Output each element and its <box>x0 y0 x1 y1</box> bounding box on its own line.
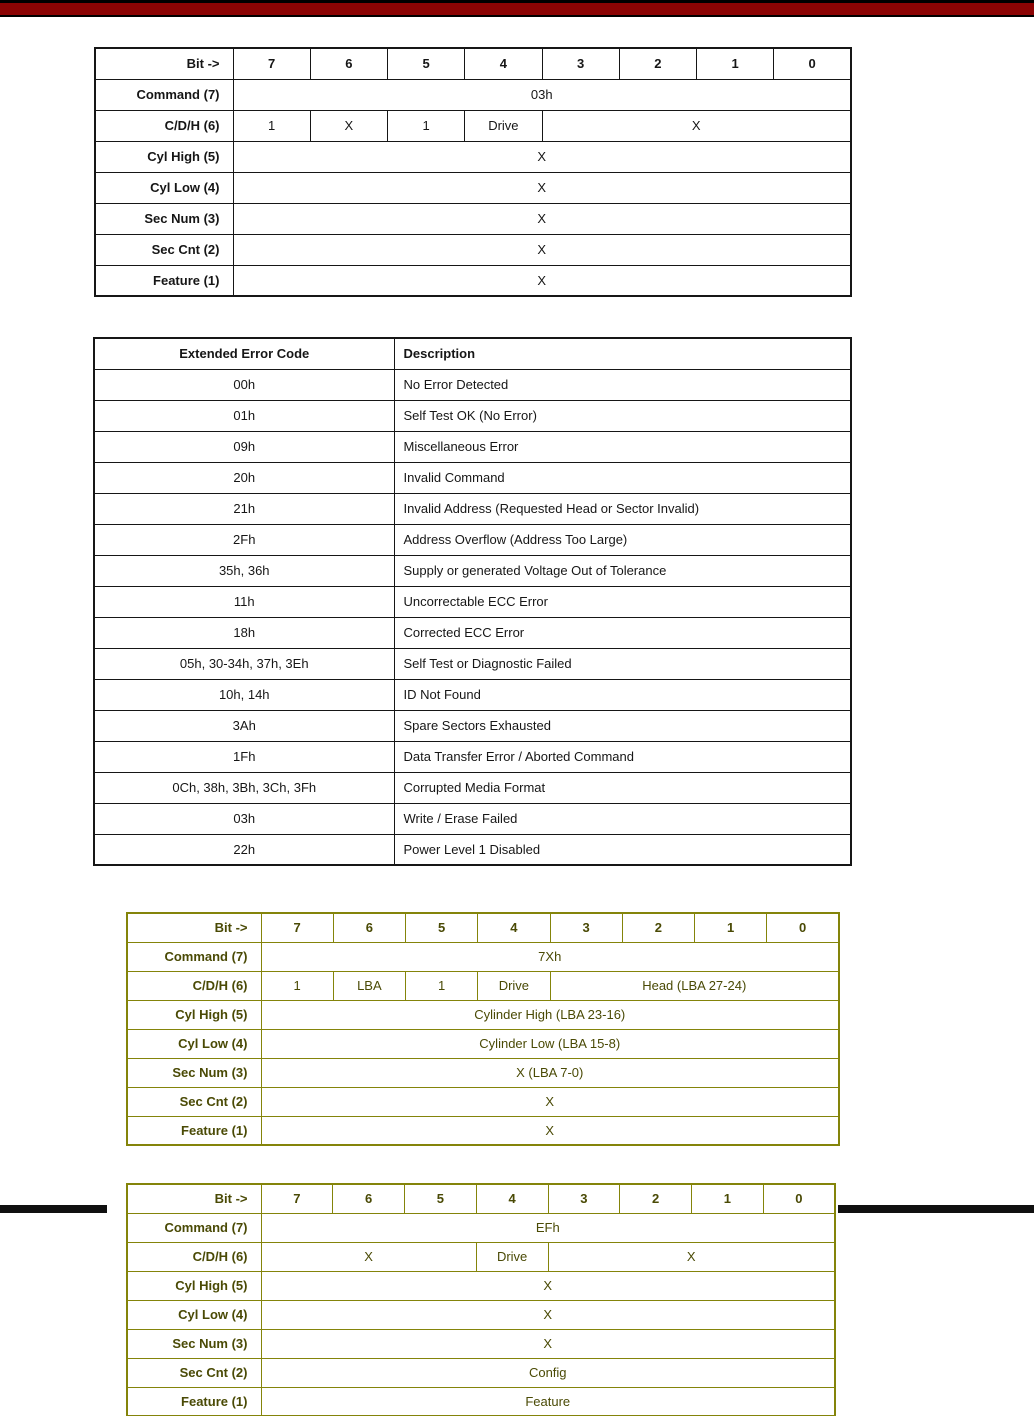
register-row <box>127 1087 839 1116</box>
error-description: Corrupted Media Format <box>394 772 851 803</box>
bit-number: 3 <box>548 1184 620 1213</box>
register-name: Sec Num (3) <box>127 1329 261 1358</box>
bit-number: 4 <box>476 1184 548 1213</box>
register-value: X <box>261 1242 476 1271</box>
error-code-value: 10h, 14h <box>94 679 394 710</box>
register-row <box>95 141 851 172</box>
register-value: X <box>233 172 851 203</box>
register-value: 7Xh <box>261 942 839 971</box>
bit-number: 1 <box>695 913 767 942</box>
register-value: 1 <box>406 971 478 1000</box>
error-code-value: 1Fh <box>94 741 394 772</box>
register-value: X <box>261 1329 835 1358</box>
error-code-row <box>94 834 851 865</box>
register-name: C/D/H (6) <box>127 1242 261 1271</box>
register-value: X <box>233 203 851 234</box>
register-name: Cyl High (5) <box>95 141 233 172</box>
error-code-row <box>94 803 851 834</box>
register-name: Command (7) <box>127 942 261 971</box>
error-code-value: 09h <box>94 431 394 462</box>
register-value: 1 <box>388 110 465 141</box>
error-description: No Error Detected <box>394 369 851 400</box>
error-code-value: 2Fh <box>94 524 394 555</box>
register-value: LBA <box>333 971 405 1000</box>
register-row <box>127 1329 835 1358</box>
bit-number: 3 <box>550 913 622 942</box>
register-value: X <box>233 141 851 172</box>
error-code-row <box>94 648 851 679</box>
register-row <box>95 265 851 296</box>
register-row <box>127 1300 835 1329</box>
register-name: Feature (1) <box>127 1116 261 1145</box>
bit-number: 2 <box>619 48 696 79</box>
register-value: X <box>261 1271 835 1300</box>
error-description: Invalid Address (Requested Head or Sector Invalid) <box>394 493 851 524</box>
bit-number: 5 <box>388 48 465 79</box>
error-description: Self Test OK (No Error) <box>394 400 851 431</box>
register-name: C/D/H (6) <box>95 110 233 141</box>
error-code-row <box>94 710 851 741</box>
error-code-value: 0Ch, 38h, 3Bh, 3Ch, 3Fh <box>94 772 394 803</box>
error-code-row <box>94 493 851 524</box>
register-value: X <box>261 1087 839 1116</box>
register-value: X (LBA 7-0) <box>261 1058 839 1087</box>
bit-header-row <box>95 48 851 79</box>
register-value: Drive <box>476 1242 548 1271</box>
error-description: Write / Erase Failed <box>394 803 851 834</box>
error-code-row <box>94 741 851 772</box>
command-register-table-7xh <box>126 912 840 1146</box>
register-name: Command (7) <box>127 1213 261 1242</box>
error-code-value: 3Ah <box>94 710 394 741</box>
register-name: Feature (1) <box>95 265 233 296</box>
bit-number: 5 <box>405 1184 477 1213</box>
register-name: Cyl Low (4) <box>127 1300 261 1329</box>
error-code-row <box>94 524 851 555</box>
register-row <box>95 79 851 110</box>
bit-header-label: Bit -> <box>127 913 261 942</box>
error-code-row <box>94 772 851 803</box>
register-row <box>127 1242 835 1271</box>
bit-number: 6 <box>333 913 405 942</box>
bit-number: 2 <box>622 913 694 942</box>
error-code-value: 01h <box>94 400 394 431</box>
register-row <box>127 1000 839 1029</box>
error-code-value: 11h <box>94 586 394 617</box>
register-name: Command (7) <box>95 79 233 110</box>
register-value: 1 <box>261 971 333 1000</box>
error-code-row <box>94 555 851 586</box>
error-description: Uncorrectable ECC Error <box>394 586 851 617</box>
register-row <box>127 1116 839 1145</box>
command-register-table-03h <box>94 47 852 297</box>
error-code-value: 18h <box>94 617 394 648</box>
error-code-column-header: Extended Error Code <box>94 338 394 369</box>
error-code-value: 35h, 36h <box>94 555 394 586</box>
register-value: Drive <box>478 971 550 1000</box>
register-value: X <box>310 110 387 141</box>
register-name: Feature (1) <box>127 1387 261 1416</box>
bit-number: 4 <box>478 913 550 942</box>
error-code-row <box>94 431 851 462</box>
page-footer-rule-left <box>0 1205 107 1213</box>
register-name: Cyl Low (4) <box>95 172 233 203</box>
extended-error-code-table <box>93 337 852 866</box>
bit-number: 0 <box>774 48 851 79</box>
register-value: X <box>548 1242 835 1271</box>
bit-number: 1 <box>697 48 774 79</box>
register-name: Sec Cnt (2) <box>95 234 233 265</box>
error-description: Invalid Command <box>394 462 851 493</box>
bit-header-row <box>127 913 839 942</box>
bit-number: 3 <box>542 48 619 79</box>
register-value: Cylinder High (LBA 23-16) <box>261 1000 839 1029</box>
register-value: 1 <box>233 110 310 141</box>
register-value: X <box>261 1116 839 1145</box>
error-code-value: 21h <box>94 493 394 524</box>
bit-number: 1 <box>692 1184 764 1213</box>
register-row <box>127 971 839 1000</box>
error-code-row <box>94 462 851 493</box>
register-value: Drive <box>465 110 542 141</box>
bit-number: 6 <box>310 48 387 79</box>
error-code-row <box>94 679 851 710</box>
error-description: Miscellaneous Error <box>394 431 851 462</box>
error-description: Address Overflow (Address Too Large) <box>394 524 851 555</box>
error-code-value: 00h <box>94 369 394 400</box>
error-description: ID Not Found <box>394 679 851 710</box>
bit-number: 2 <box>620 1184 692 1213</box>
error-description: Data Transfer Error / Aborted Command <box>394 741 851 772</box>
register-row <box>95 110 851 141</box>
register-row <box>95 234 851 265</box>
register-row <box>95 172 851 203</box>
register-value: 03h <box>233 79 851 110</box>
register-row <box>127 1358 835 1387</box>
error-description: Self Test or Diagnostic Failed <box>394 648 851 679</box>
register-name: Cyl High (5) <box>127 1271 261 1300</box>
bit-number: 0 <box>767 913 839 942</box>
error-description: Supply or generated Voltage Out of Tolerance <box>394 555 851 586</box>
register-value: Head (LBA 27-24) <box>550 971 839 1000</box>
error-table-header-row <box>94 338 851 369</box>
error-code-row <box>94 400 851 431</box>
command-register-table-efh <box>126 1183 836 1416</box>
error-code-row <box>94 586 851 617</box>
register-name: Sec Num (3) <box>127 1058 261 1087</box>
bit-number: 0 <box>763 1184 835 1213</box>
register-row <box>127 1213 835 1242</box>
error-code-value: 03h <box>94 803 394 834</box>
register-value: X <box>233 234 851 265</box>
error-code-value: 05h, 30-34h, 37h, 3Eh <box>94 648 394 679</box>
register-value: X <box>542 110 851 141</box>
register-name: Cyl High (5) <box>127 1000 261 1029</box>
register-value: X <box>233 265 851 296</box>
error-code-row <box>94 617 851 648</box>
error-description: Corrected ECC Error <box>394 617 851 648</box>
register-row <box>127 1271 835 1300</box>
register-row <box>127 942 839 971</box>
bit-number: 6 <box>333 1184 405 1213</box>
bit-header-row <box>127 1184 835 1213</box>
register-row <box>127 1029 839 1058</box>
error-code-value: 20h <box>94 462 394 493</box>
bit-number: 7 <box>233 48 310 79</box>
register-value: X <box>261 1300 835 1329</box>
bit-number: 4 <box>465 48 542 79</box>
register-name: Cyl Low (4) <box>127 1029 261 1058</box>
register-name: Sec Num (3) <box>95 203 233 234</box>
register-name: Sec Cnt (2) <box>127 1087 261 1116</box>
register-value: Feature <box>261 1387 835 1416</box>
page-footer-rule-right <box>838 1205 1034 1213</box>
register-name: Sec Cnt (2) <box>127 1358 261 1387</box>
error-description: Power Level 1 Disabled <box>394 834 851 865</box>
bit-number: 5 <box>406 913 478 942</box>
register-row <box>95 203 851 234</box>
register-row <box>127 1058 839 1087</box>
register-row <box>127 1387 835 1416</box>
bit-header-label: Bit -> <box>127 1184 261 1213</box>
error-code-value: 22h <box>94 834 394 865</box>
page-top-rule <box>0 0 1034 17</box>
bit-number: 7 <box>261 913 333 942</box>
register-value: Cylinder Low (LBA 15-8) <box>261 1029 839 1058</box>
bit-number: 7 <box>261 1184 333 1213</box>
description-column-header: Description <box>394 338 851 369</box>
register-value: EFh <box>261 1213 835 1242</box>
error-description: Spare Sectors Exhausted <box>394 710 851 741</box>
bit-header-label: Bit -> <box>95 48 233 79</box>
error-code-row <box>94 369 851 400</box>
register-name: C/D/H (6) <box>127 971 261 1000</box>
register-value: Config <box>261 1358 835 1387</box>
